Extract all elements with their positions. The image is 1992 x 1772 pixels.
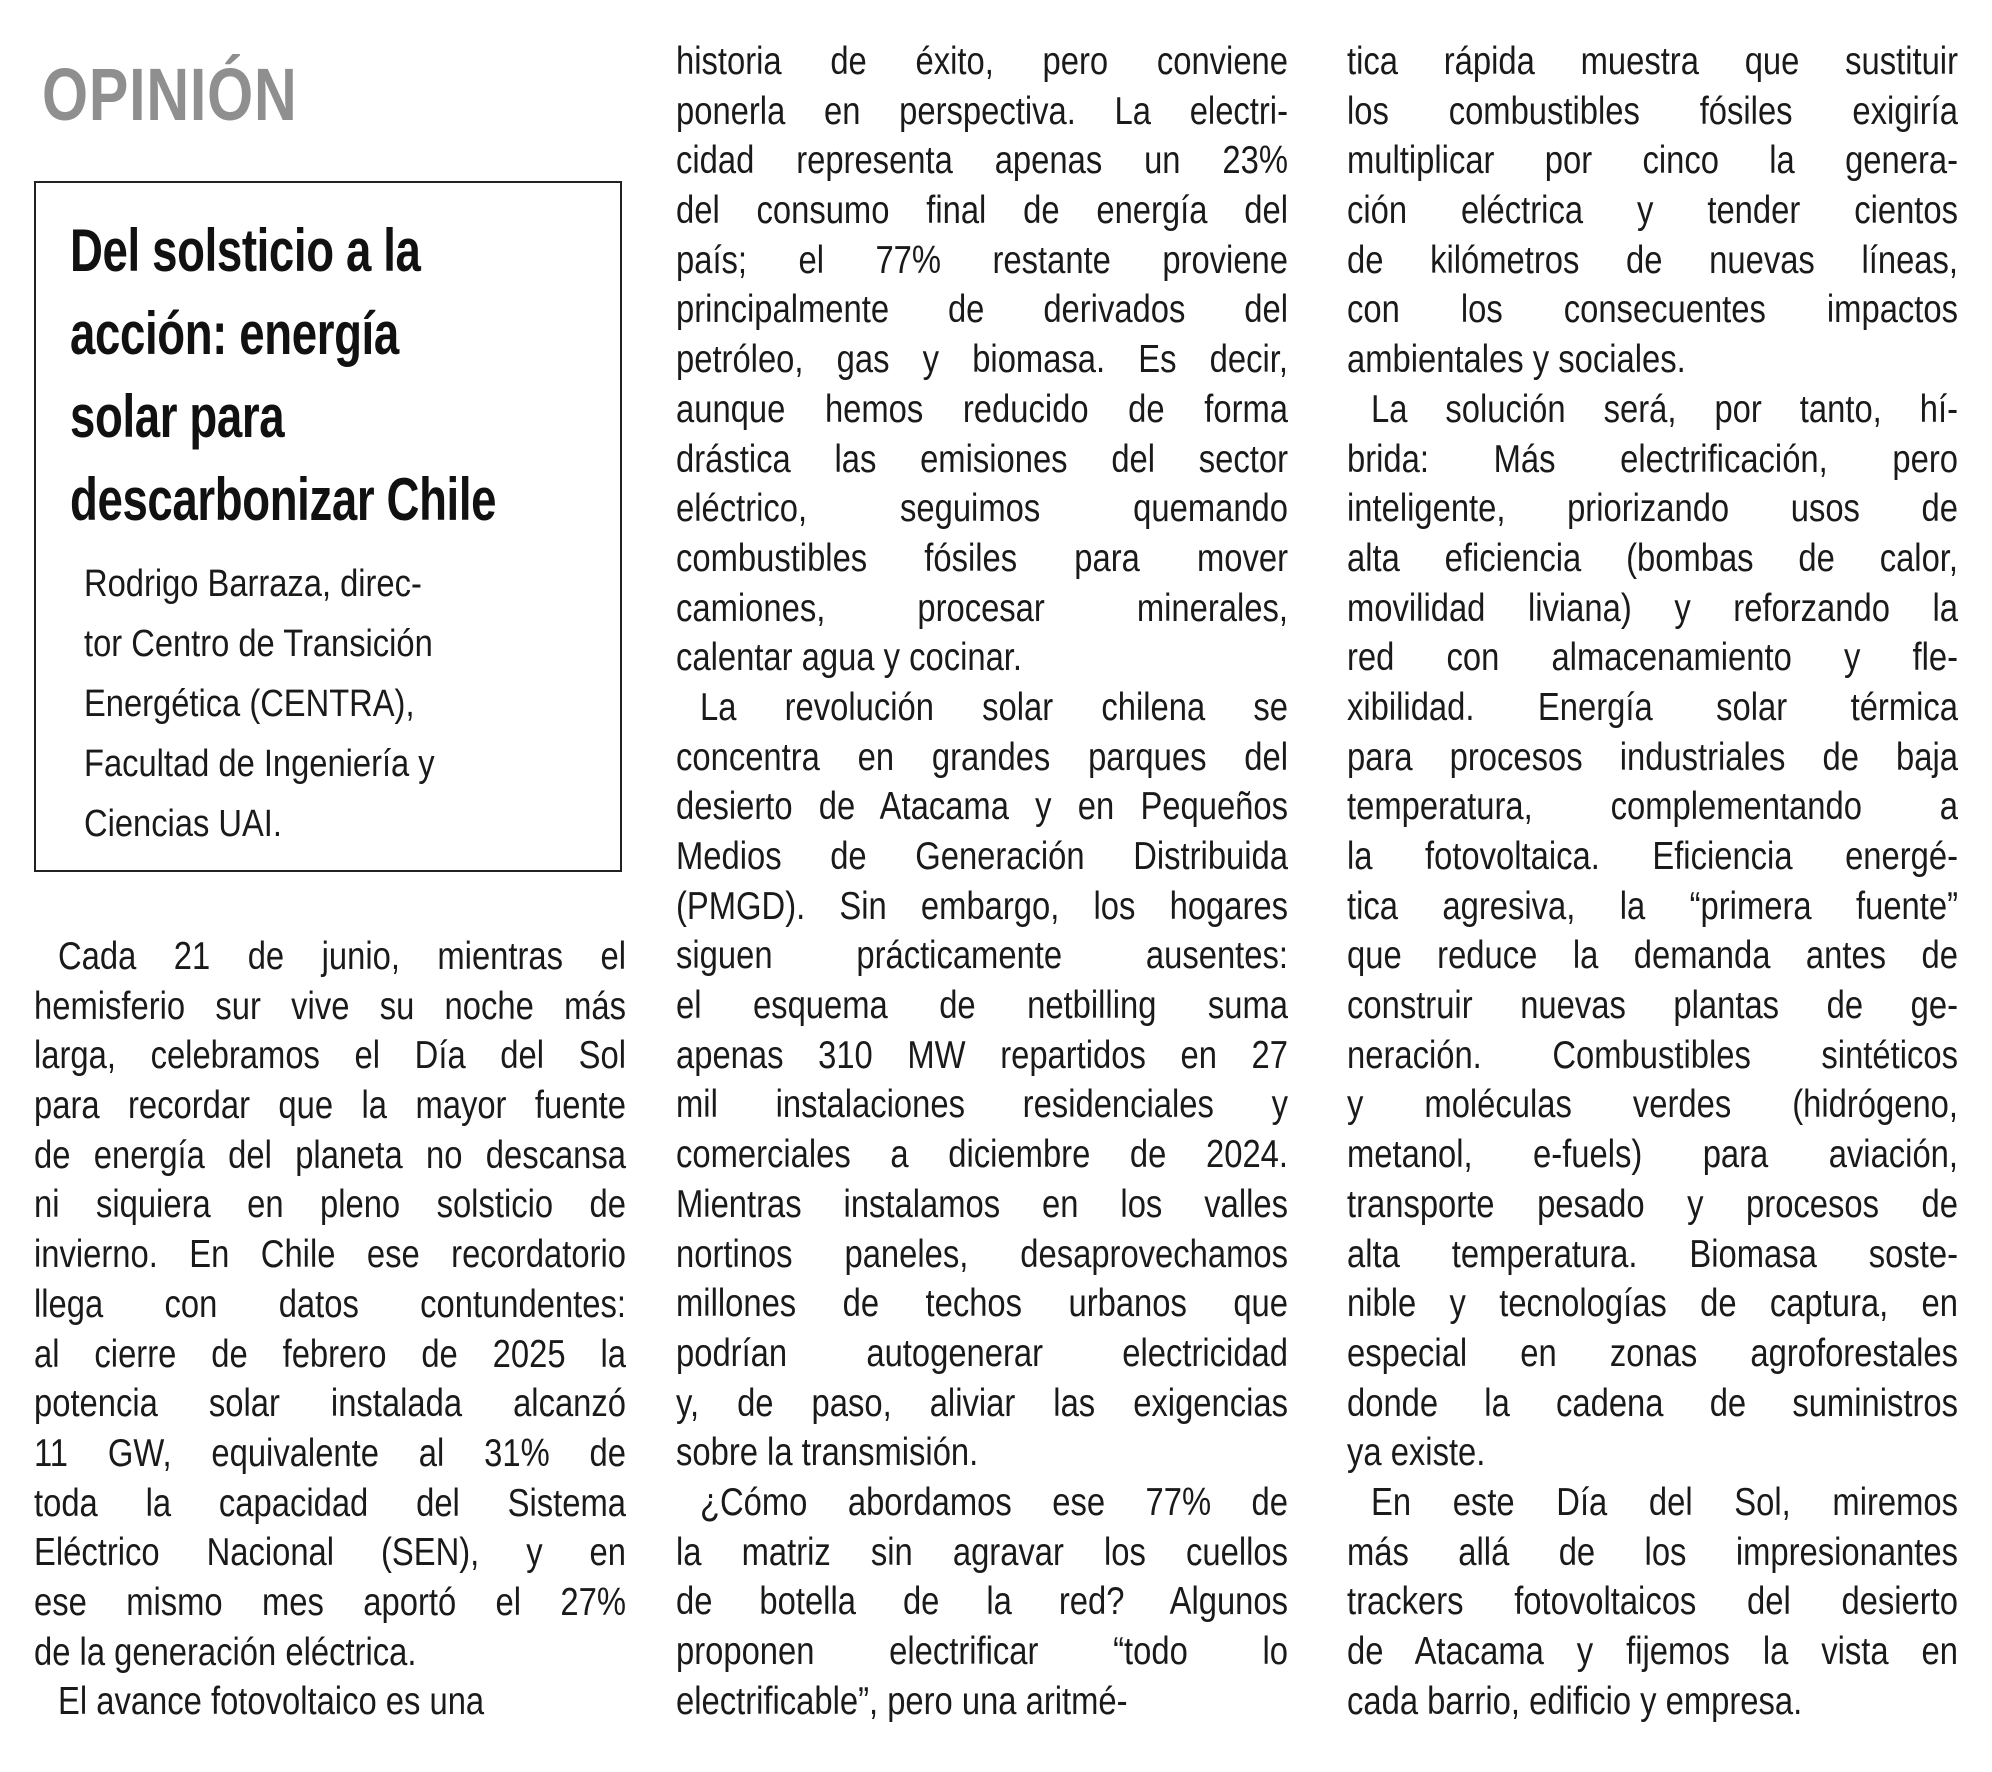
- body-text-line: más allá de los impresionantes: [1347, 1530, 1958, 1574]
- body-text-line: concentra en grandes parques del: [676, 735, 1288, 779]
- body-text-line: cidad representa apenas un 23%: [676, 139, 1288, 183]
- body-text-line: larga, celebramos el Día del Sol: [34, 1034, 626, 1078]
- body-text-line: el esquema de netbilling suma: [676, 984, 1288, 1028]
- body-text-line: tica rápida muestra que sustituir: [1347, 40, 1958, 83]
- byline-line: Facultad de Ingeniería y: [84, 743, 435, 785]
- section-label: OPINIÓN: [42, 53, 298, 136]
- body-text-line: aunque hemos reducido de forma: [676, 387, 1288, 431]
- body-text-line: metanol, e-fuels) para aviación,: [1347, 1133, 1958, 1177]
- body-text-line: llega con datos contundentes:: [34, 1282, 626, 1326]
- body-text-line: historia de éxito, pero conviene: [676, 40, 1288, 83]
- body-text-line: xibilidad. Energía solar térmica: [1347, 685, 1958, 729]
- body-text-line: ambientales y sociales.: [1347, 338, 1686, 382]
- body-text-line: ¿Cómo abordamos ese 77% de: [699, 1480, 1288, 1524]
- body-text-line: cada barrio, edificio y empresa.: [1347, 1679, 1803, 1723]
- body-text-line: movilidad liviana) y reforzando la: [1347, 586, 1958, 630]
- body-text-line: Cada 21 de junio, mientras el: [57, 935, 626, 978]
- body-text-line: de botella de la red? Algunos: [676, 1580, 1288, 1624]
- body-text-line: siguen prácticamente ausentes:: [676, 934, 1288, 978]
- body-text-line: ni siquiera en pleno solsticio de: [34, 1183, 626, 1227]
- body-text-line: de energía del planeta no descansa: [34, 1133, 626, 1177]
- body-text-line: millones de techos urbanos que: [676, 1282, 1288, 1326]
- body-text-line: de kilómetros de nuevas líneas,: [1347, 238, 1958, 282]
- body-text-line: (PMGD). Sin embargo, los hogares: [676, 884, 1288, 928]
- body-text-line: calentar agua y cocinar.: [676, 636, 1023, 680]
- body-text-line: neración. Combustibles sintéticos: [1347, 1033, 1958, 1077]
- byline-line: Ciencias UAI.: [84, 803, 282, 845]
- body-text-line: inteligente, priorizando usos de: [1347, 487, 1958, 531]
- body-text-line: sobre la transmisión.: [676, 1431, 979, 1475]
- body-text-line: desierto de Atacama y en Pequeños: [676, 785, 1288, 829]
- body-text-line: 11 GW, equivalente al 31% de: [34, 1431, 626, 1475]
- body-text-line: Mientras instalamos en los valles: [676, 1182, 1288, 1226]
- body-text-line: drástica las emisiones del sector: [676, 437, 1288, 481]
- body-text-line: electrificable”, pero una aritmé-: [676, 1679, 1128, 1723]
- body-text-line: la matriz sin agravar los cuellos: [676, 1530, 1288, 1574]
- body-text-line: y, de paso, aliviar las exigencias: [676, 1381, 1288, 1425]
- body-text-line: La solución será, por tanto, hí-: [1370, 387, 1958, 431]
- headline-line: solar para: [70, 383, 285, 450]
- body-text-line: con los consecuentes impactos: [1347, 288, 1958, 332]
- body-text-line: En este Día del Sol, miremos: [1370, 1480, 1958, 1524]
- body-text-line: ese mismo mes aportó el 27%: [34, 1580, 626, 1624]
- body-text-line: que reduce la demanda antes de: [1347, 934, 1958, 978]
- article-headline: [70, 209, 617, 541]
- body-text-line: donde la cadena de suministros: [1347, 1381, 1958, 1425]
- body-text-line: combustibles fósiles para mover: [676, 536, 1288, 580]
- headline-box: [34, 181, 622, 872]
- article-column-1: [34, 932, 626, 1727]
- body-text-line: al cierre de febrero de 2025 la: [34, 1332, 626, 1376]
- body-text-line: alta temperatura. Biomasa soste-: [1347, 1232, 1958, 1276]
- body-text-line: Medios de Generación Distribuida: [676, 835, 1288, 878]
- body-text-line: comerciales a diciembre de 2024.: [676, 1133, 1288, 1177]
- body-text-line: nortinos paneles, desaprovechamos: [676, 1232, 1288, 1276]
- body-text-line: eléctrico, seguimos quemando: [676, 487, 1288, 531]
- body-text-line: potencia solar instalada alcanzó: [34, 1382, 626, 1426]
- body-text-line: de la generación eléctrica.: [34, 1630, 417, 1674]
- body-text-line: multiplicar por cinco la genera-: [1347, 139, 1958, 183]
- body-text-line: invierno. En Chile ese recordatorio: [34, 1233, 626, 1277]
- body-text-line: ya existe.: [1347, 1431, 1486, 1475]
- byline-line: tor Centro de Transición: [84, 623, 433, 665]
- article-column-3: [1347, 37, 1958, 1726]
- body-text-line: La revolución solar chilena se: [699, 685, 1288, 729]
- body-text-line: red con almacenamiento y fle-: [1347, 636, 1958, 680]
- body-text-line: los combustibles fósiles exigiría: [1347, 89, 1958, 133]
- body-text-line: hemisferio sur vive su noche más: [34, 984, 626, 1028]
- body-text-line: temperatura, complementando a: [1347, 785, 1958, 829]
- body-text-line: ción eléctrica y tender cientos: [1347, 189, 1958, 233]
- byline-line: Energética (CENTRA),: [84, 683, 415, 725]
- body-text-line: transporte pesado y procesos de: [1347, 1182, 1958, 1226]
- byline-line: Rodrigo Barraza, direc-: [84, 563, 422, 605]
- body-text-line: principalmente de derivados del: [676, 288, 1288, 332]
- body-text-line: podrían autogenerar electricidad: [676, 1331, 1288, 1375]
- body-text-line: brida: Más electrificación, pero: [1347, 437, 1958, 481]
- body-text-line: toda la capacidad del Sistema: [34, 1481, 626, 1525]
- body-text-line: construir nuevas plantas de ge-: [1347, 984, 1958, 1028]
- body-text-line: ponerla en perspectiva. La electri-: [676, 89, 1288, 133]
- body-text-line: apenas 310 MW repartidos en 27: [676, 1033, 1288, 1077]
- body-text-line: petróleo, gas y biomasa. Es decir,: [676, 338, 1288, 382]
- body-text-line: nible y tecnologías de captura, en: [1347, 1282, 1958, 1326]
- body-text-line: El avance fotovoltaico es una: [57, 1680, 485, 1724]
- headline-line: descarbonizar Chile: [70, 466, 497, 533]
- body-text-line: trackers fotovoltaicos del desierto: [1347, 1580, 1958, 1624]
- body-text-line: mil instalaciones residenciales y: [676, 1083, 1288, 1127]
- body-text-line: camiones, procesar minerales,: [676, 586, 1288, 630]
- body-text-line: proponen electrificar “todo lo: [676, 1630, 1288, 1673]
- headline-line: Del solsticio a la: [70, 217, 421, 284]
- body-text-line: para recordar que la mayor fuente: [34, 1084, 626, 1128]
- body-text-line: país; el 77% restante proviene: [676, 238, 1288, 282]
- body-text-line: la fotovoltaica. Eficiencia energé-: [1347, 835, 1958, 878]
- author-byline: [84, 554, 566, 854]
- body-text-line: tica agresiva, la “primera fuente”: [1347, 884, 1958, 928]
- article-column-2: [676, 37, 1288, 1726]
- body-text-line: Eléctrico Nacional (SEN), y en: [34, 1531, 626, 1575]
- headline-line: acción: energía: [70, 300, 399, 367]
- body-text-line: para procesos industriales de baja: [1347, 735, 1958, 779]
- body-text-line: y moléculas verdes (hidrógeno,: [1347, 1083, 1958, 1127]
- body-text-line: alta eficiencia (bombas de calor,: [1347, 536, 1958, 580]
- body-text-line: de Atacama y fijemos la vista en: [1347, 1630, 1958, 1673]
- body-text-line: del consumo final de energía del: [676, 189, 1288, 233]
- body-text-line: especial en zonas agroforestales: [1347, 1331, 1958, 1375]
